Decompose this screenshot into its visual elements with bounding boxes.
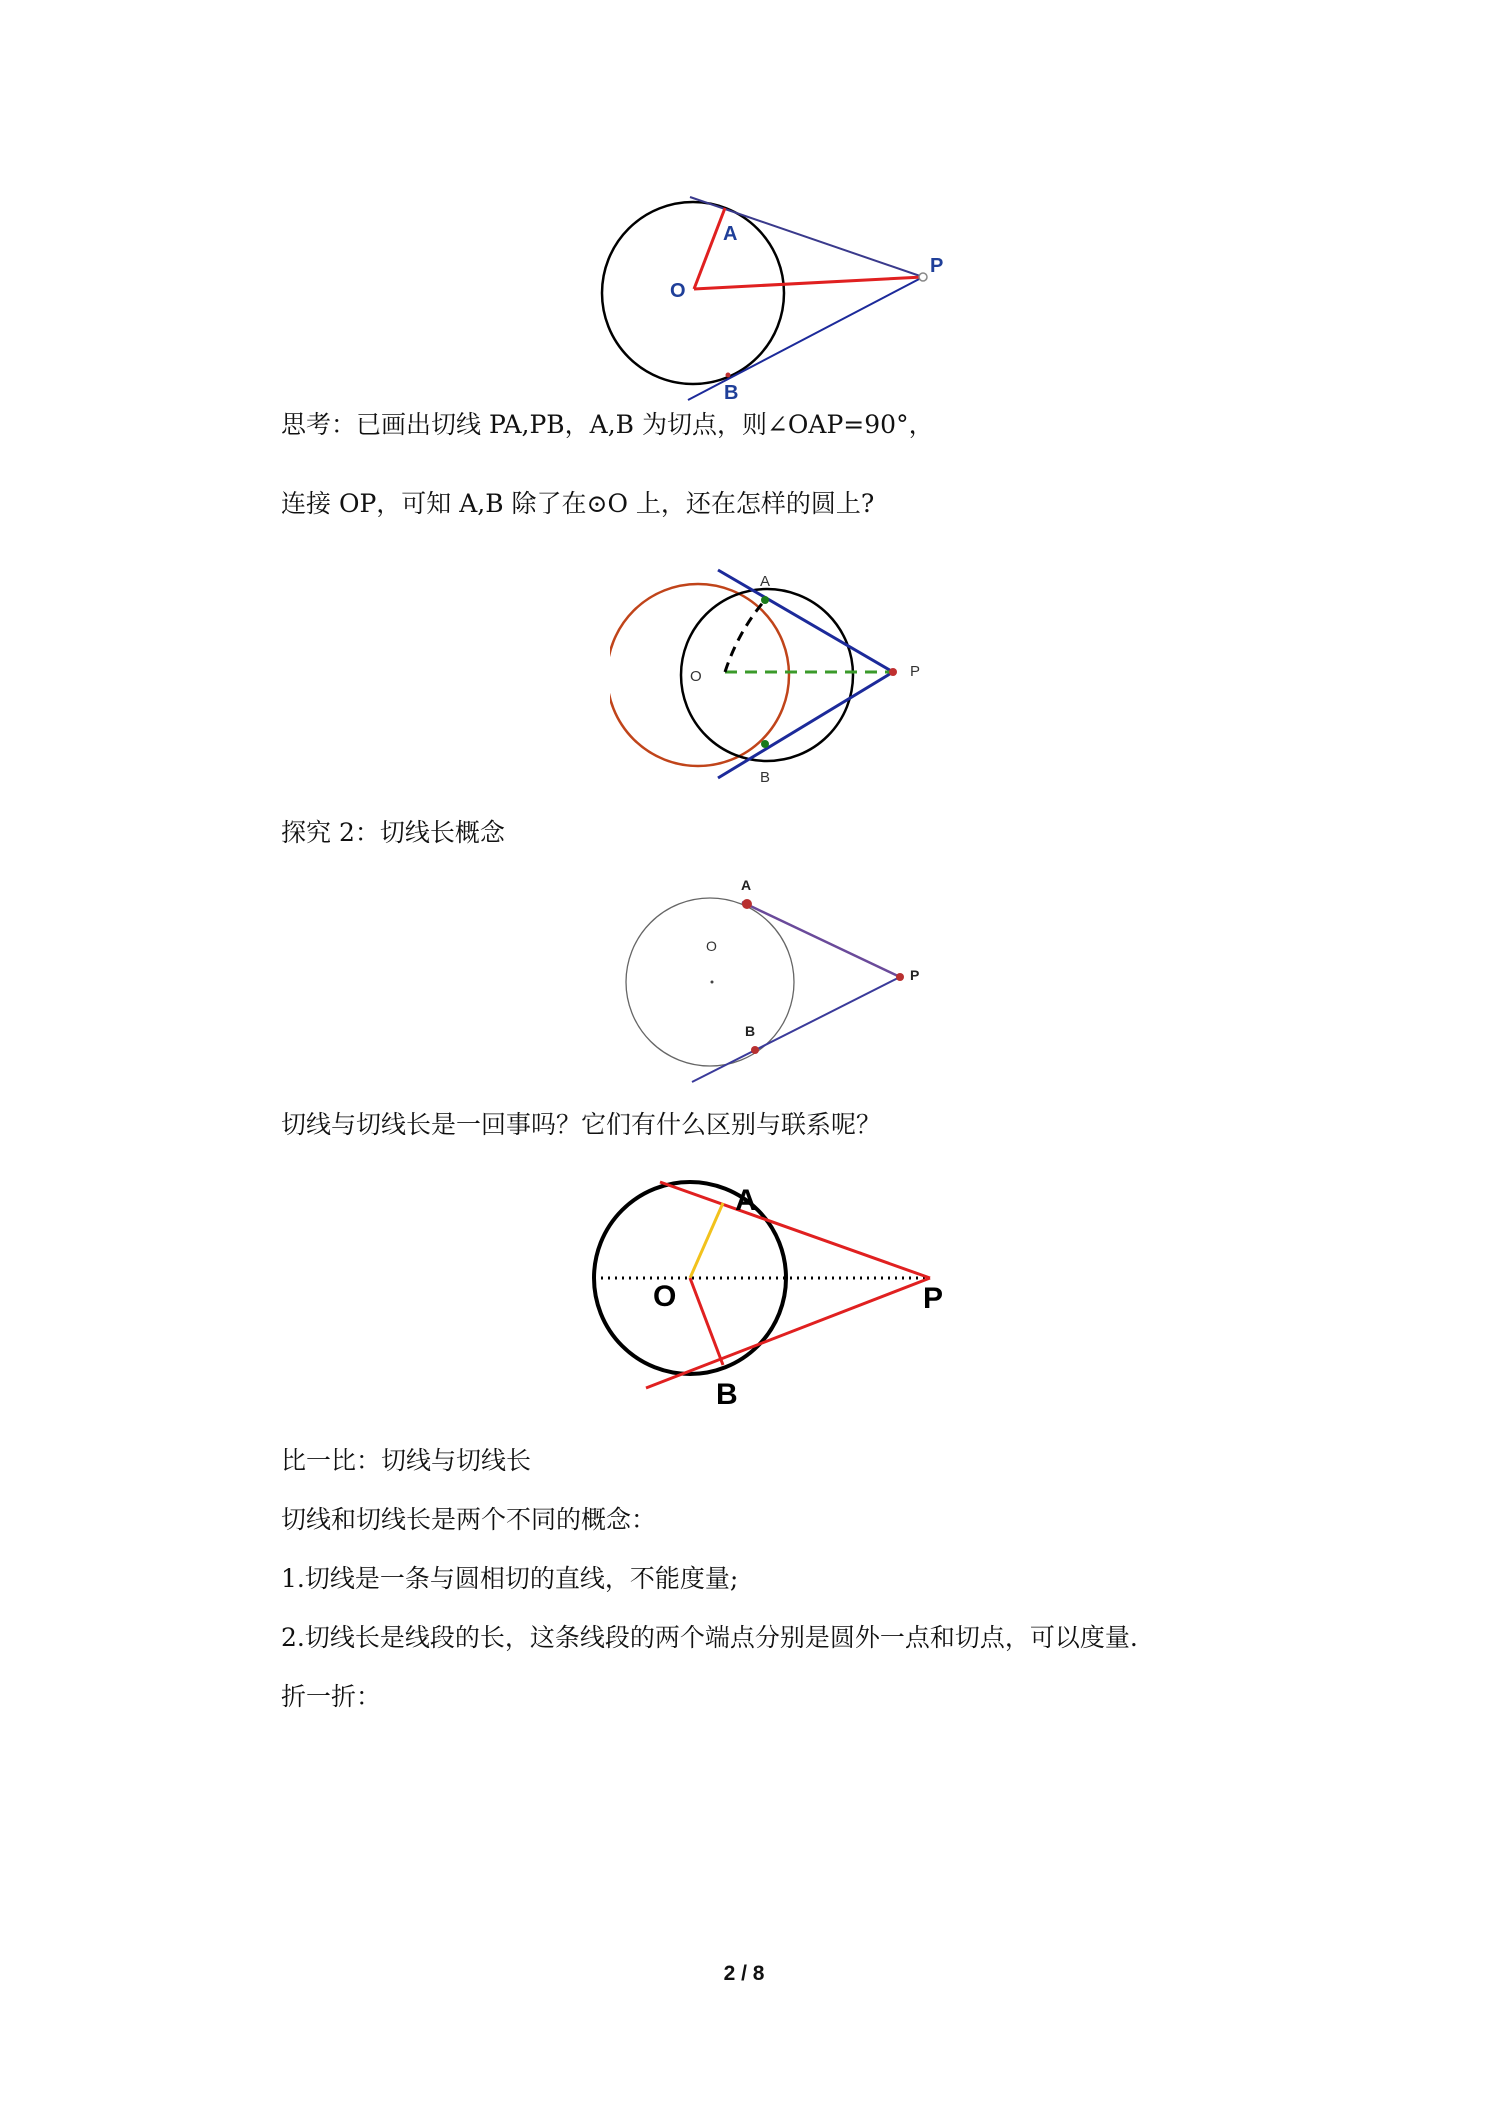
circle-o [626,898,794,1066]
point-1: 1.切线是一条与圆相切的直线，不能度量; [281,1564,739,1593]
label-o: O [670,280,686,302]
label-p: P [910,663,921,680]
figure-tangent-lines-1 [590,185,970,410]
radius-oa [690,1203,723,1278]
label-o: O [690,668,702,685]
label-p: P [910,967,920,983]
segment-op [694,277,923,289]
tangent-line-pb [646,1278,930,1388]
label-p: P [930,255,944,277]
question-text: 切线与切线长是一回事吗？它们有什么区别与联系呢？ [281,1110,882,1139]
point-p [896,973,904,981]
tangent-line-pa [742,902,900,977]
label-b: B [716,1378,738,1411]
page-number: 2 / 8 [723,1962,765,1985]
point-p [919,273,927,281]
label-a: A [741,877,752,893]
compare-intro: 切线和切线长是两个不同的概念： [281,1505,657,1534]
figure-tangent-length [620,870,930,1100]
label-a: A [760,573,771,590]
label-a: A [735,1184,757,1217]
think-line-2: 连接 OP，可知 A,B 除了在⊙O 上，还在怎样的圆上? [281,489,875,518]
label-b: B [760,769,771,786]
point-a [761,596,769,604]
tangent-line-pa [718,570,893,672]
point-2: 2.切线长是线段的长，这条线段的两个端点分别是圆外一点和切点，可以度量. [281,1623,1138,1652]
label-o: O [653,1280,677,1313]
label-b: B [724,382,739,404]
point-b [761,740,769,748]
explore-2-heading: 探究 2：切线长概念 [281,818,505,847]
point-b [726,373,731,378]
arc-oa-dashed [725,600,765,672]
point-p [889,668,897,676]
think-line-1: 思考：已画出切线 PA,PB，A,B 为切点，则∠OAP=90°， [281,410,934,439]
tangent-line-pa [660,1182,930,1278]
label-p: P [923,1282,944,1315]
radius-oa [694,208,725,289]
fold-heading: 折一折： [281,1682,382,1711]
point-a [742,899,752,909]
figure-tangent-comparison [580,1170,980,1425]
circle-o [602,202,784,384]
label-a: A [723,223,738,245]
point-b [751,1046,759,1054]
point-o-center [711,981,714,984]
radius-ob [690,1278,723,1365]
tangent-line-pb [692,977,900,1082]
figure-two-circles [610,560,940,800]
compare-title: 比一比：切线与切线长 [281,1446,532,1475]
label-o: O [706,938,717,954]
label-b: B [745,1023,756,1039]
tangent-line-pb [718,672,893,778]
